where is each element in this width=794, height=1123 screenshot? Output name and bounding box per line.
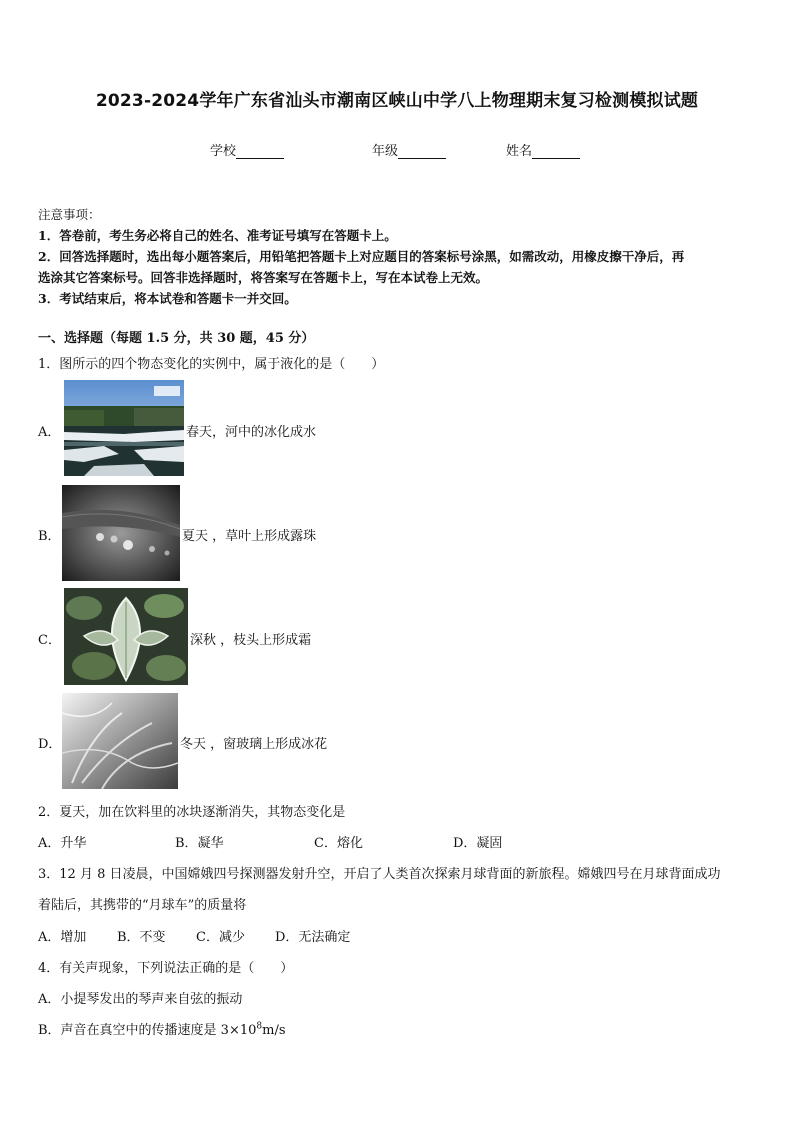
q3-choice-c: C．减少 bbox=[196, 930, 245, 945]
question-2-stem: 2．夏天，加在饮料里的冰块逐渐消失，其物态变化是 bbox=[38, 805, 346, 820]
grade-blank bbox=[398, 145, 446, 159]
q2-choice-c: C．熔化 bbox=[314, 836, 363, 851]
note-item: 选涂其它答案标号。回答非选择题时，将答案写在答题卡上，写在本试卷上无效。 bbox=[38, 270, 489, 285]
q3-choice-b: B．不变 bbox=[117, 930, 166, 945]
note-item: 2．回答选择题时，选出每小题答案后，用铅笔把答题卡上对应题目的答案标号涂黑，如需改动，用橡皮擦干净后，再 bbox=[38, 249, 685, 264]
school-field bbox=[210, 140, 284, 159]
note-item: 3．考试结束后，将本试卷和答题卡一并交回。 bbox=[38, 291, 297, 306]
q4-option-b-exponent: 8 bbox=[256, 1021, 263, 1032]
q1-option-b-text: 夏天 ，草叶上形成露珠 bbox=[182, 529, 317, 544]
q4-option-a: A．小提琴发出的琴声来自弦的振动 bbox=[38, 992, 243, 1007]
q1-option-d-label: D． bbox=[38, 737, 62, 752]
q4-option-b-unit: m/s bbox=[262, 1023, 286, 1038]
section-heading: 一、选择题（每题 1.5 分，共 30 题，45 分） bbox=[38, 331, 315, 346]
name-blank bbox=[532, 145, 580, 159]
ice-flower-photo bbox=[62, 693, 178, 789]
question-3-stem-line2: 着陆后，其携带的“月球车”的质量将 bbox=[38, 898, 247, 913]
river-ice-image bbox=[64, 380, 184, 476]
q2-choice-b: B．凝华 bbox=[175, 836, 224, 851]
dew-leaf-photo bbox=[62, 485, 180, 581]
q1-option-c-label: C． bbox=[38, 633, 61, 648]
q4-option-b bbox=[38, 1019, 286, 1038]
river-ice-photo bbox=[64, 380, 184, 476]
dew-leaf-image bbox=[62, 485, 180, 581]
note-item: 1．答卷前，考生务必将自己的姓名、准考证号填写在答题卡上。 bbox=[38, 228, 397, 243]
q2-choice-a: A．升华 bbox=[38, 836, 87, 851]
q1-option-a-text: 春天，河中的冰化成水 bbox=[186, 425, 317, 440]
grade-field bbox=[372, 140, 446, 159]
notes-heading: 注意事项： bbox=[38, 207, 101, 222]
q1-option-a-label: A． bbox=[38, 425, 61, 440]
frost-leaves-image bbox=[64, 588, 188, 685]
q4-option-b-prefix: B．声音在真空中的传播速度是 3×10 bbox=[38, 1023, 257, 1038]
grade-label: 年级 bbox=[372, 144, 399, 159]
q1-option-c-text: 深秋 ，枝头上形成霜 bbox=[190, 633, 312, 648]
question-3-stem-line1: 3．12 月 8 日凌晨，中国嫦娥四号探测器发射升空，开启了人类首次探索月球背面的新旅程。嫦娥四号在月球背面成功 bbox=[38, 867, 721, 882]
notes-block bbox=[38, 204, 760, 309]
name-field bbox=[506, 140, 580, 159]
name-label: 姓名 bbox=[506, 144, 533, 159]
q1-option-b-label: B． bbox=[38, 529, 61, 544]
frost-leaves-photo bbox=[64, 588, 188, 685]
q3-choice-a: A．增加 bbox=[38, 930, 87, 945]
school-blank bbox=[236, 145, 284, 159]
q2-choice-d: D．凝固 bbox=[453, 836, 503, 851]
question-4-stem: 4．有关声现象，下列说法正确的是（ ） bbox=[38, 961, 294, 976]
school-label: 学校 bbox=[210, 144, 237, 159]
question-1-stem: 1．图所示的四个物态变化的实例中，属于液化的是（ ） bbox=[38, 357, 385, 372]
ice-flower-image bbox=[62, 693, 178, 789]
q1-option-d-text: 冬天 ，窗玻璃上形成冰花 bbox=[180, 737, 328, 752]
q3-choice-d: D．无法确定 bbox=[275, 930, 351, 945]
page-title: 2023-2024学年广东省汕头市潮南区峡山中学八上物理期末复习检测模拟试题 bbox=[95, 91, 699, 111]
